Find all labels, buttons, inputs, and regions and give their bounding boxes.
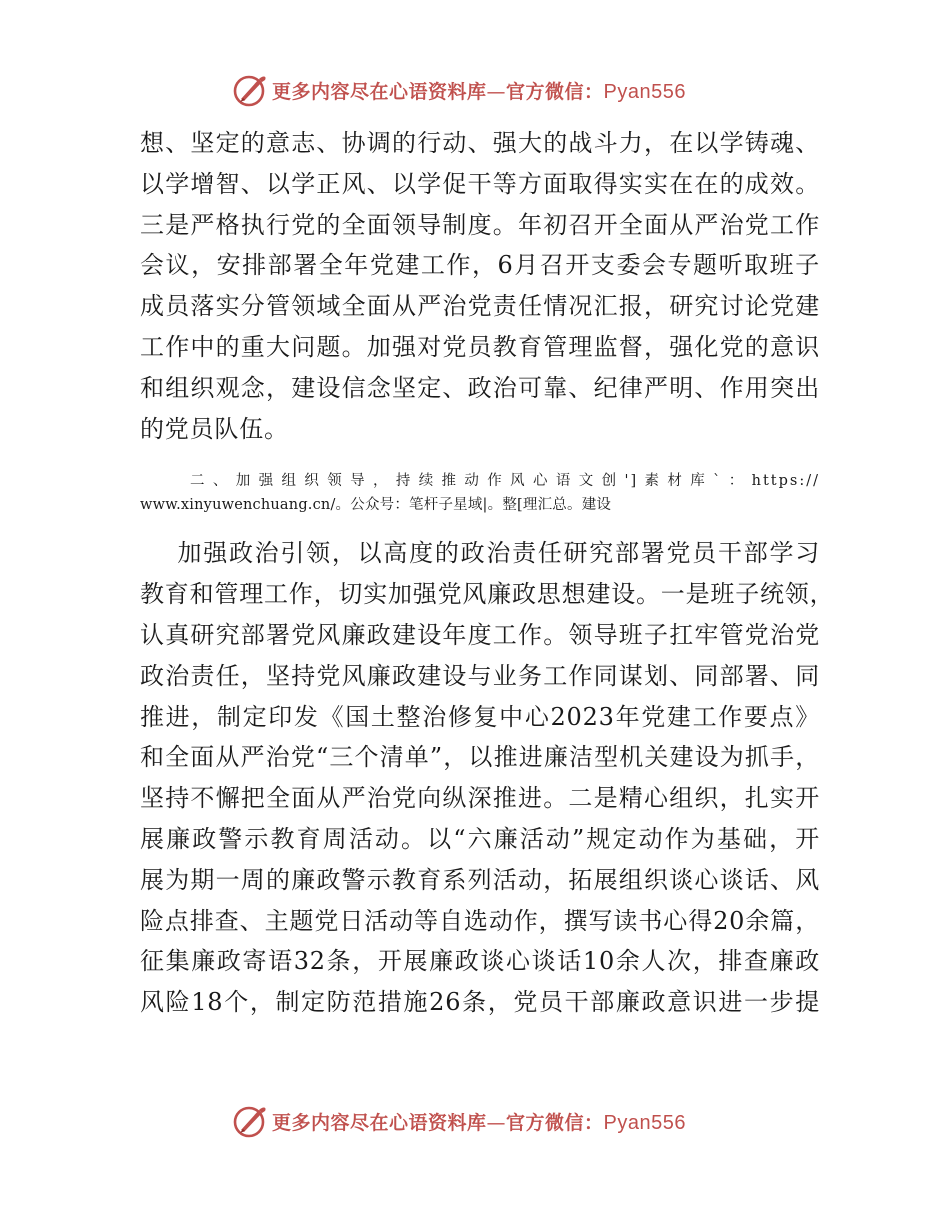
text-line: 三是严格执行党的全面领导制度。年初召开全面从严治党工作 <box>140 210 820 239</box>
banner-separator: — <box>486 80 507 103</box>
text-line: 险点排查、主题党日活动等自选动作，撰写读书心得20余篇， <box>140 906 820 935</box>
banner-slogan: 更多内容尽在心语资料库 <box>272 1111 487 1134</box>
section-heading-line: 二、加强组织领导，持续推动作风心语文创']素材库`：https:// <box>190 473 820 490</box>
banner-wechat-id: Pyan556 <box>603 1111 686 1134</box>
text-line: 展廉政警示教育周活动。以“六廉活动”规定动作为基础，开 <box>140 824 820 853</box>
header-banner <box>232 70 732 110</box>
banner-wechat-id: Pyan556 <box>603 80 686 103</box>
text-line: 成员落实分管领域全面从严治党责任情况汇报，研究讨论党建 <box>140 292 820 321</box>
section-heading <box>140 469 820 517</box>
paragraph-1 <box>140 123 820 449</box>
text-line: 展为期一周的廉政警示教育系列活动，拓展组织谈心谈话、风 <box>140 865 820 894</box>
text-line: 征集廉政寄语32条，开展廉政谈心谈话10余人次，排查廉政 <box>140 947 820 976</box>
text-line: 推进，制定印发《国土整治修复中心2023年党建工作要点》 <box>140 702 820 731</box>
text-line: 教育和管理工作，切实加强党风廉政思想建设。一是班子统领， <box>140 580 835 609</box>
quill-pen-circle-icon <box>232 1103 268 1139</box>
quill-pen-circle-icon <box>232 72 268 108</box>
text-line: 风险18个，制定防范措施26条，党员干部廉政意识进一步提 <box>140 988 820 1017</box>
banner-slogan: 更多内容尽在心语资料库 <box>272 80 487 103</box>
footer-banner <box>232 1101 732 1141</box>
text-line: 和全面从严治党“三个清单”，以推进廉洁型机关建设为抓手， <box>140 743 820 772</box>
paragraph-2 <box>140 533 835 1023</box>
section-heading-line: www.xinyuwenchuang.cn/。公众号：笔杆子星域|。整[理汇总。建设 <box>140 497 612 514</box>
text-line: 加强政治引领，以高度的政治责任研究部署党员干部学习 <box>140 539 820 568</box>
text-line: 和组织观念，建设信念坚定、政治可靠、纪律严明、作用突出 <box>140 373 820 402</box>
header-banner-text <box>272 77 686 104</box>
banner-separator: — <box>486 1111 507 1134</box>
text-line: 以学增智、以学正风、以学促干等方面取得实实在在的成效。 <box>140 169 820 198</box>
banner-wechat-label: 官方微信： <box>506 80 604 103</box>
text-line: 工作中的重大问题。加强对党员教育管理监督，强化党的意识 <box>140 332 820 361</box>
footer-banner-text <box>272 1108 686 1135</box>
document-body <box>140 123 835 1023</box>
text-line: 坚持不懈把全面从严治党向纵深推进。二是精心组织，扎实开 <box>140 784 820 813</box>
banner-wechat-label: 官方微信： <box>506 1111 604 1134</box>
text-line: 的党员队伍。 <box>140 414 289 443</box>
text-line: 会议，安排部署全年党建工作，6月召开支委会专题听取班子 <box>140 251 820 280</box>
text-line: 政治责任，坚持党风廉政建设与业务工作同谋划、同部署、同 <box>140 661 820 690</box>
text-line: 认真研究部署党风廉政建设年度工作。领导班子扛牢管党治党 <box>140 620 820 649</box>
text-line: 想、坚定的意志、协调的行动、强大的战斗力，在以学铸魂、 <box>140 129 820 157</box>
